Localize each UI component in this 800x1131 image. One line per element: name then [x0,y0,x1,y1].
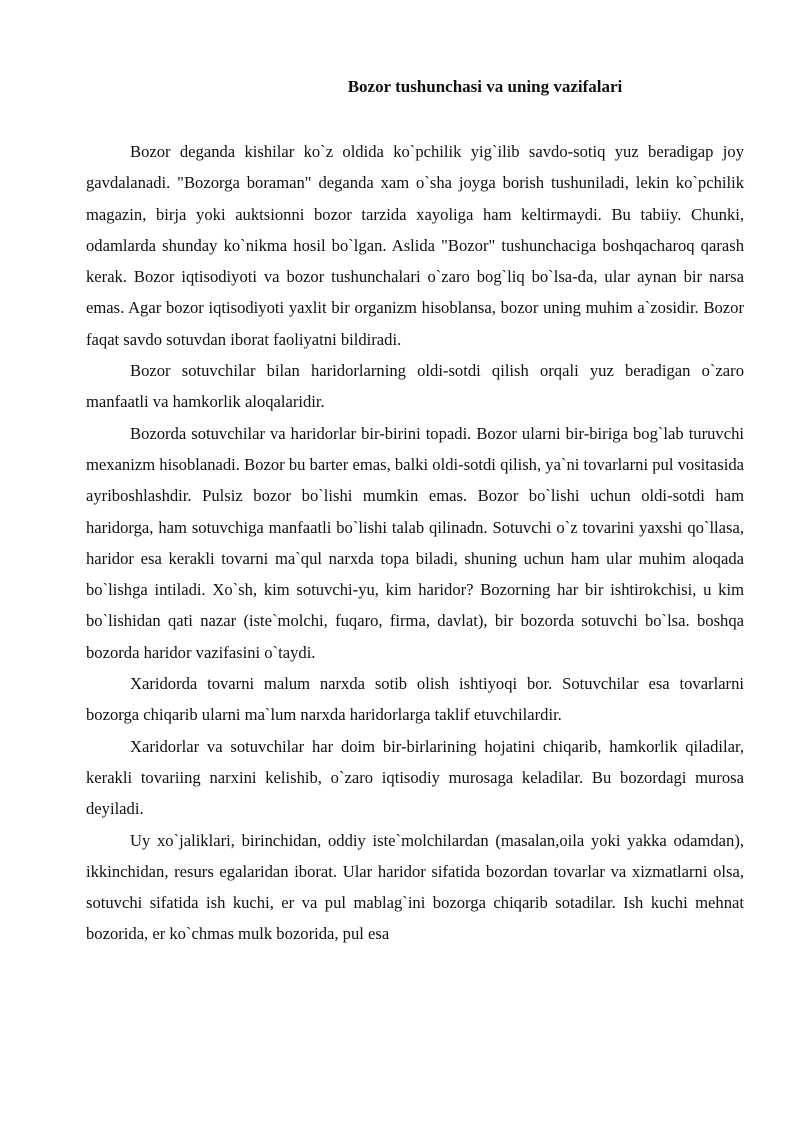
paragraph-6: Uy xo`jaliklari, birinchidan, oddiy iste`molchilardan (masalan,oila yoki yakka odamdan), ikkinchidan, resurs egalaridan iborat. Ular haridor sifatida bozordan tovarlar va xizmatlarni olsa, sotuvchi sifatida ish kuchi, er va pul mablag`ini bozorga chiqarib sotadilar. Ish kuchi mehnat bozorida, er ko`chmas mulk bozorida, pul esa [86,830,744,944]
paragraph-5: Xaridorlar va sotuvchilar har doim bir-birlarining hojatini chiqarib, hamkorlik qiladilar, kerakli tovariing narxini kelishib, o`zaro iqtisodiy murosaga keladilar. Bu bozordagi murosa deyiladi. [86,736,744,819]
page-title: Bozor tushunchasi va uning vazifalari [347,77,623,96]
paragraph-4: Xaridorda tovarni malum narxda sotib olish ishtiyoqi bor. Sotuvchilar esa tovarlarni bozorga chiqarib ularni ma`lum narxda haridorlarga taklif etuvchilardir. [86,674,744,725]
paragraph-2: Bozor sotuvchilar bilan haridorlarning oldi-sotdi qilish orqali yuz beradigan o`zaro manfaatli va hamkorlik aloqalaridir. [86,361,744,412]
paragraph-3: Bozorda sotuvchilar va haridorlar bir-birini topadi. Bozor ularni bir-biriga bog`lab turuvchi mexanizm hisoblanadi. Bozor bu barter emas, balki oldi-sotdi qilish, ya`ni tovarlarni pul vositasida ayriboshlashdir. Pulsiz bozor bo`lishi mumkin emas. Bozor bo`lishi uchun oldi-sotdi ham haridorga, ham sotuvchiga manfaatli bo`lishi talab qilinadn. Sotuvchi o`z tovarini yaxshi qo`llasa, haridor esa kerakli tovarni ma`qul narxda topa biladi, shuning uchun ham ular muhim aloqada bo`lishga intiladi. Xo`sh, kim sotuvchi-yu, kim haridor? Bozorning har bir ishtirokchisi, u kim bo`lishidan qati nazar (iste`molchi, fuqaro, firma, davlat), bir bozorda sotuvchi bo`lsa. boshqa bozorda haridor vazifasini o`taydi. [86,423,744,662]
paragraph-1: Bozor deganda kishilar ko`z oldida ko`pchilik yig`ilib savdo-sotiq yuz beradigap joy gavdalanadi. "Bozorga boraman" deganda xam o`sha joyga borish tushuniladi, lekin ko`pchilik magazin, birja yoki auktsionni bozor tarzida xayoliga ham keltirmaydi. Bu tabiiy. Chunki, odamlarda shunday ko`nikma hosil bo`lgan. Aslida "Bozor" tushunchaciga boshqacharoq qarash kerak. Bozor iqtisodiyoti va bozor tushunchalari o`zaro bog`liq bo`lsa-da, ular aynan bir narsa emas. Agar bozor iqtisodiyoti yaxlit bir organizm hisoblansa, bozor uning muhim a`zosidir. Bozor faqat savdo sotuvdan iborat faoliyatni bildiradi. [86,142,744,349]
